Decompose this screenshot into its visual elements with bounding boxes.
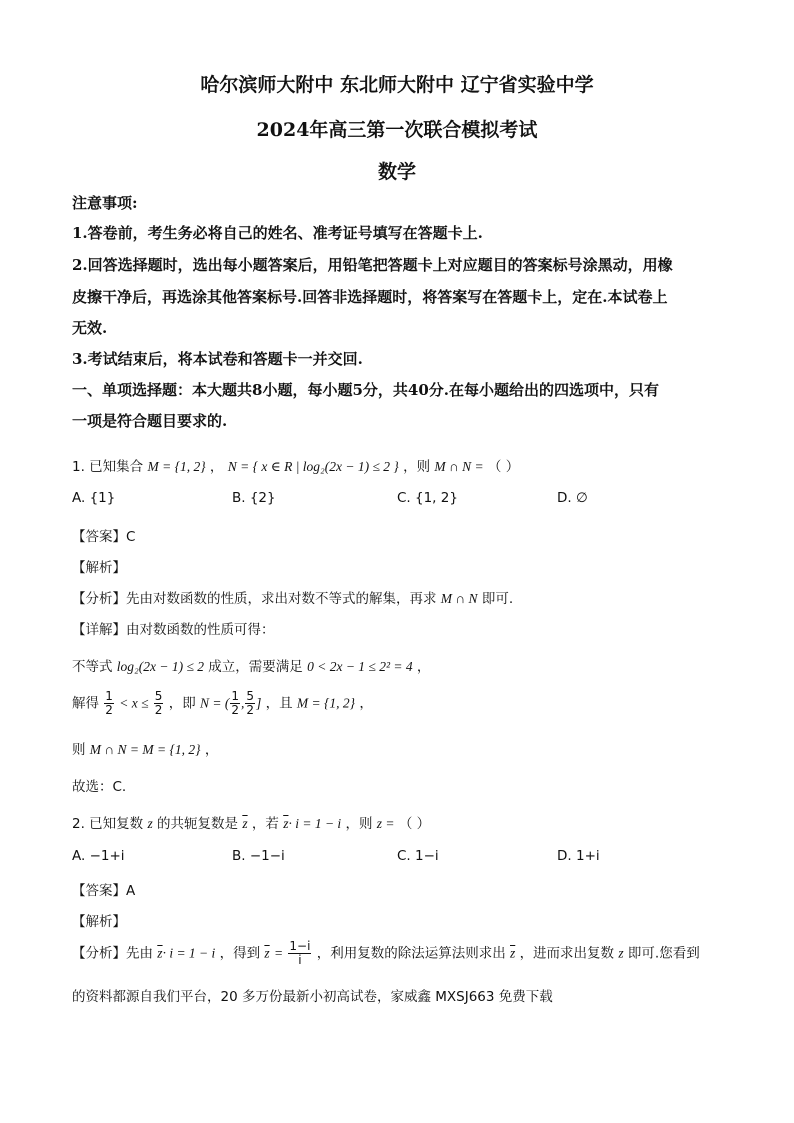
fraction-one-half: [104, 690, 114, 717]
q1-choose: 故选：C.: [72, 779, 127, 795]
question-1-stem: [72, 455, 519, 475]
frac-num: 1−i: [289, 939, 311, 953]
q2-z: z: [147, 816, 153, 831]
frac-num: 5: [246, 689, 255, 703]
q2-analysis-text-4: ，进而求出复数: [519, 945, 615, 962]
q2-analysis-text-2: ，得到: [219, 945, 261, 962]
notice-title: 注意事项:: [72, 194, 138, 212]
q1-paren: （ ）: [487, 459, 520, 475]
q2-stem-text-4: ，则: [345, 816, 373, 832]
q2-paren: （ ）: [398, 816, 431, 832]
q1-step-3-end: ，: [204, 742, 219, 758]
q1-step-1-math-2: 0 < 2x − 1 ≤ 2² = 4: [307, 659, 413, 674]
q1-answer: 【答案】C: [72, 529, 136, 545]
q1-analysis-end: 即可.: [481, 591, 514, 607]
q1-jiexi: 【解析】: [72, 560, 126, 576]
q2-analysis-text-5: 即可.您看到: [627, 945, 700, 962]
q2-analysis: [72, 940, 700, 967]
q1-step-1-math-1: log₂(2x − 1) ≤ 2: [116, 659, 204, 674]
q1-step-1-text: 不等式: [72, 659, 113, 675]
exam-title: 2024年高三第一次联合模拟考试: [256, 119, 538, 141]
q1-step-2-n: N = (: [200, 695, 230, 711]
notice-item-2-line-2: 皮擦干净后，再选涂其他答案标号.回答非选择题时，将答案写在答题卡上，定在.本试卷上: [72, 288, 668, 306]
q1-analysis-text: 【分析】先由对数函数的性质，求出对数不等式的解集，再求: [72, 591, 437, 607]
q1-step-3: [72, 738, 218, 758]
q2-analysis-zbar: $\overline{z}$: [157, 945, 163, 961]
frac-den: 2: [246, 703, 255, 717]
q1-step-2-end: ，: [359, 695, 373, 712]
footer-ad: 的资料都源自我们平台，20 多万份最新小初高试卷，家威鑫 MXSJ663 免费下载: [72, 989, 553, 1005]
q1-option-c: C. {1, 2}: [397, 490, 458, 506]
q1-step-1-text-2: 成立，需要满足: [208, 659, 303, 675]
q2-analysis-zbar-2: $\overline{z}$: [264, 945, 270, 961]
q2-stem-text-3: ，若: [251, 816, 279, 832]
q1-step-2-ineq: < x ≤: [119, 695, 149, 711]
frac-num: 5: [154, 689, 163, 703]
q1-set-m: M = {1, 2}: [147, 459, 206, 474]
q1-stem-text-2: ，则: [403, 459, 431, 475]
q2-analysis-text-3: ，利用复数的除法运算法则求出: [316, 945, 506, 962]
q1-step-2: [72, 690, 373, 717]
school-names: 哈尔滨师大附中 东北师大附中 辽宁省实验中学: [200, 74, 594, 96]
frac-den: 2: [105, 703, 113, 717]
fraction-1-minus-i-over-i: [288, 940, 311, 967]
notice-item-2-line-1: 2.回答选择题时，选出每小题答案后，用铅笔把答题卡上对应题目的答案标号涂黑动，用橡: [72, 256, 673, 274]
q2-option-c: C. 1−i: [397, 848, 439, 864]
q1-step-3-math: M ∩ N = M = {1, 2}: [89, 742, 201, 757]
q1-step-2-set-m: M = {1, 2}: [296, 695, 356, 711]
q2-cond: · i = 1 − i: [288, 816, 342, 831]
frac-den: 2: [231, 703, 240, 717]
q1-analysis: [72, 587, 513, 607]
q1-set-n: N = { x ∈ R | log₂(2x − 1) ≤ 2 }: [227, 459, 399, 474]
frac-num: 1: [105, 689, 113, 703]
section-heading-line-1: 一、单项选择题：本大题共8小题，每小题5分，共40分.在每小题给出的四选项中，只有: [72, 381, 659, 399]
q1-step-3-text: 则: [72, 742, 86, 758]
q1-option-a: A. {1}: [72, 490, 116, 506]
section-heading-line-2: 一项是符合题目要求的.: [72, 412, 228, 430]
q1-analysis-math: M ∩ N: [440, 591, 478, 606]
q2-analysis-eq: =: [273, 945, 284, 961]
q1-step-2-text-3: ，且: [265, 695, 293, 712]
q2-analysis-text: 【分析】先由: [72, 945, 153, 962]
q2-stem-text: 2. 已知复数: [72, 816, 144, 832]
q1-detail: 【详解】由对数函数的性质可得：: [72, 622, 275, 638]
q2-option-d: D. 1+i: [557, 848, 600, 864]
q1-stem-text: 1. 已知集合: [72, 459, 144, 475]
q2-analysis-cond: · i = 1 − i: [162, 945, 216, 961]
q2-option-b: B. −1−i: [232, 848, 285, 864]
q1-option-b: B. {2}: [232, 490, 276, 506]
fraction-five-half: [154, 690, 164, 717]
q2-jiexi: 【解析】: [72, 914, 126, 930]
frac-num: 1: [231, 689, 240, 703]
frac-den: 2: [154, 703, 163, 717]
fraction-one-half-b: [230, 690, 240, 717]
q2-answer: 【答案】A: [72, 883, 136, 899]
notice-item-1: 1.答卷前，考生务必将自己的姓名、准考证号填写在答题卡上.: [72, 224, 483, 242]
q2-ask: z =: [376, 816, 395, 831]
notice-item-3: 3.考试结束后，将本试卷和答题卡一并交回.: [72, 350, 363, 368]
q2-option-a: A. −1+i: [72, 848, 125, 864]
q2-zbar-cond: $\overline{z}$: [283, 816, 289, 831]
q1-step-1: [72, 655, 430, 675]
q2-analysis-zbar-3: $\overline{z}$: [510, 945, 516, 961]
q1-step-2-close: ]: [256, 695, 262, 711]
q2-stem-text-2: 的共轭复数是: [157, 816, 239, 832]
fraction-five-half-b: [245, 690, 255, 717]
notice-item-2-line-3: 无效.: [72, 319, 108, 337]
q2-analysis-z: z: [618, 945, 624, 961]
q1-option-d: D. ∅: [557, 490, 588, 506]
frac-den: i: [298, 953, 302, 967]
q1-step-2-text-2: ，即: [168, 695, 196, 712]
q1-step-1-end: ，: [416, 659, 431, 675]
q1-step-2-text: 解得: [72, 695, 99, 712]
q2-zbar: $\overline{z}$: [242, 816, 248, 831]
subject-title: 数学: [377, 161, 416, 183]
question-2-stem: [72, 812, 430, 832]
q1-ask: M ∩ N =: [434, 459, 484, 474]
q1-step-2-comma: ,: [241, 695, 245, 711]
q1-comma: ，: [209, 459, 224, 475]
